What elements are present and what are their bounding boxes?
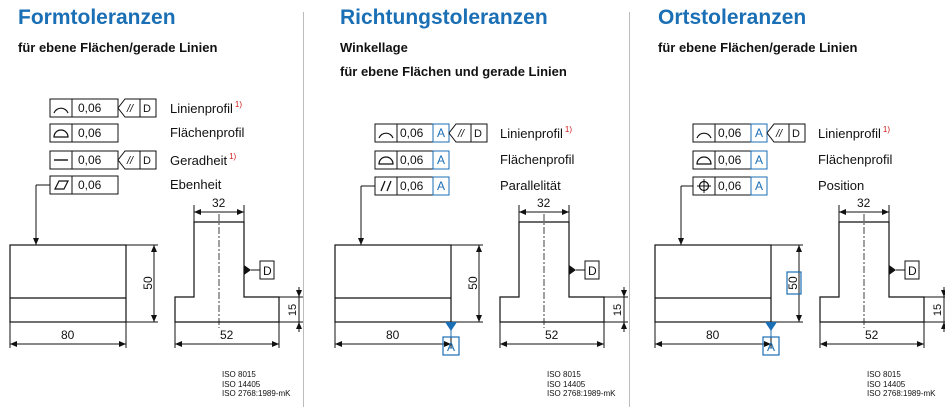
characteristic-label [500,152,574,167]
line-profile-icon [379,133,393,138]
dimension-height: 50 [786,276,800,290]
characteristic-name: Flächenprofil [170,125,245,140]
parallel-symbol: // [127,155,134,167]
dimension-step: 15 [287,303,299,317]
iso-standard: ISO 2768:1989-mK [867,389,936,398]
datum-d-letter: D [588,264,597,278]
dimension-arrow [296,322,302,329]
footnote-marker: 1) [564,125,572,134]
dimension-arrow [10,341,17,347]
dimension-arrow [621,322,627,329]
datum-a-letter: A [767,340,776,354]
datum-d-triangle [889,265,896,275]
front-view-block [655,245,771,322]
characteristic-label [170,125,244,140]
characteristic-name: Parallelität [500,178,561,193]
footnote-marker: 1) [882,125,890,134]
datum-d-letter: D [908,264,917,278]
dimension-arrow [175,341,182,347]
dimension-width: 32 [537,196,551,210]
tolerance-value: 0,06 [400,126,424,140]
dimension-width: 32 [212,196,226,210]
dimension-arrow [519,209,526,215]
dimension-arrow [562,209,569,215]
dimension-arrow [597,341,604,347]
tolerance-frame [50,124,72,142]
dimension-arrow [882,209,889,215]
characteristic-label [818,178,864,193]
tolerance-value: 0,06 [78,153,102,167]
characteristic-label [818,125,890,141]
dimension-length: 80 [61,328,75,342]
dimension-base: 52 [865,328,879,342]
datum-letter: D [792,128,800,140]
iso-standard: ISO 2768:1989-mK [222,389,291,398]
dimension-arrow [796,315,802,322]
dimension-arrow [476,315,482,322]
datum-letter: D [474,128,482,140]
dimension-base: 52 [545,328,559,342]
dimension-arrow [500,341,507,347]
characteristic-label [818,152,892,167]
characteristic-name: Linienprofil [500,126,563,141]
iso-standards [222,370,290,399]
iso-standard: ISO 14405 [547,379,586,389]
tolerance-value: 0,06 [78,126,102,140]
datum-reference: A [437,126,446,140]
tolerance-frame [375,151,397,169]
footnote-marker: 1) [234,100,242,109]
column-subtitle: Winkellage [340,40,408,55]
datum-d-triangle [244,265,251,275]
dimension-arrow [476,245,482,252]
dimension-arrow [941,322,945,329]
dimension-arrow [820,341,827,347]
tolerance-frame [693,151,715,169]
dimension-arrow [621,290,627,297]
parallelism-icon [381,181,385,191]
dimension-arrow [796,245,802,252]
characteristic-label [170,177,221,192]
parallel-symbol: // [127,103,134,115]
datum-reference: A [755,126,764,140]
dimension-width: 32 [857,196,871,210]
tolerance-value: 0,06 [400,153,424,167]
characteristic-name: Linienprofil [818,126,881,141]
dimension-arrow [655,341,662,347]
leader-arrow [33,238,39,245]
characteristic-name: Flächenprofil [818,152,893,167]
parallel-symbol: // [776,128,783,140]
tolerance-value: 0,06 [400,179,424,193]
dimension-arrow [839,209,846,215]
characteristic-name: Linienprofil [170,101,233,116]
datum-d-triangle [569,265,576,275]
tolerance-value: 0,06 [78,178,102,192]
dimension-step: 15 [932,303,944,317]
tolerance-value: 0,06 [718,126,742,140]
dimension-arrow [151,245,157,252]
datum-triangle [445,322,457,331]
flatness-icon [55,181,68,189]
characteristic-label [500,178,561,193]
surface-profile-icon [54,130,68,137]
tolerance-value: 0,06 [718,179,742,193]
characteristic-name: Flächenprofil [500,152,575,167]
characteristic-name: Ebenheit [170,177,222,192]
dimension-arrow [272,341,279,347]
iso-standard: ISO 8015 [867,370,901,379]
surface-profile-icon [379,157,393,164]
dimension-arrow [151,315,157,322]
characteristic-label [170,100,242,116]
column-title: Richtungstoleranzen [340,6,548,29]
column-subtitle: für ebene Flächen und gerade Linien [340,64,567,79]
characteristic-name: Position [818,178,865,193]
datum-reference: A [437,153,446,167]
dimension-arrow [941,290,945,297]
characteristic-name: Geradheit [170,153,228,168]
tolerance-value: 0,06 [718,153,742,167]
column-title: Ortstoleranzen [658,6,807,29]
front-view-block [10,245,126,322]
dimension-arrow [335,341,342,347]
leader-arrow [358,238,364,245]
datum-triangle [765,322,777,331]
datum-reference: A [437,179,446,193]
leader-arrow [678,238,684,245]
datum-d-letter: D [263,264,272,278]
line-profile-icon [54,108,68,113]
parallelism-icon [387,181,391,191]
datum-reference: A [755,179,764,193]
tolerance-value: 0,06 [78,101,102,115]
tolerance-frame [50,176,72,194]
footnote-marker: 1) [229,152,237,161]
column-subtitle: für ebene Flächen/gerade Linien [658,40,858,55]
tolerance-frame [375,177,397,195]
iso-standard: ISO 2768:1989-mK [547,389,616,398]
dimension-height: 50 [141,276,155,290]
line-profile-icon [697,133,711,138]
dimension-arrow [194,209,201,215]
datum-letter: D [143,103,151,115]
datum-a-letter: A [447,340,456,354]
iso-standards [867,370,935,399]
iso-standard: ISO 14405 [867,379,906,389]
dimension-arrow [119,341,126,347]
front-view-block [335,245,451,322]
dimension-length: 80 [706,328,720,342]
characteristic-label [170,152,236,168]
column-title: Formtoleranzen [18,6,176,29]
dimension-arrow [296,290,302,297]
dimension-arrow [917,341,924,347]
iso-standard: ISO 8015 [547,370,581,379]
iso-standards [547,370,615,399]
parallel-symbol: // [458,128,465,140]
iso-standard: ISO 8015 [222,370,256,379]
column-subtitle: für ebene Flächen/gerade Linien [18,40,218,55]
dimension-base: 52 [220,328,234,342]
datum-reference: A [755,153,764,167]
iso-standard: ISO 14405 [222,379,261,389]
characteristic-label [500,125,572,141]
dimension-arrow [237,209,244,215]
dimension-height: 50 [466,276,480,290]
dimension-length: 80 [386,328,400,342]
datum-letter: D [143,155,151,167]
surface-profile-icon [697,157,711,164]
dimension-step: 15 [612,303,624,317]
